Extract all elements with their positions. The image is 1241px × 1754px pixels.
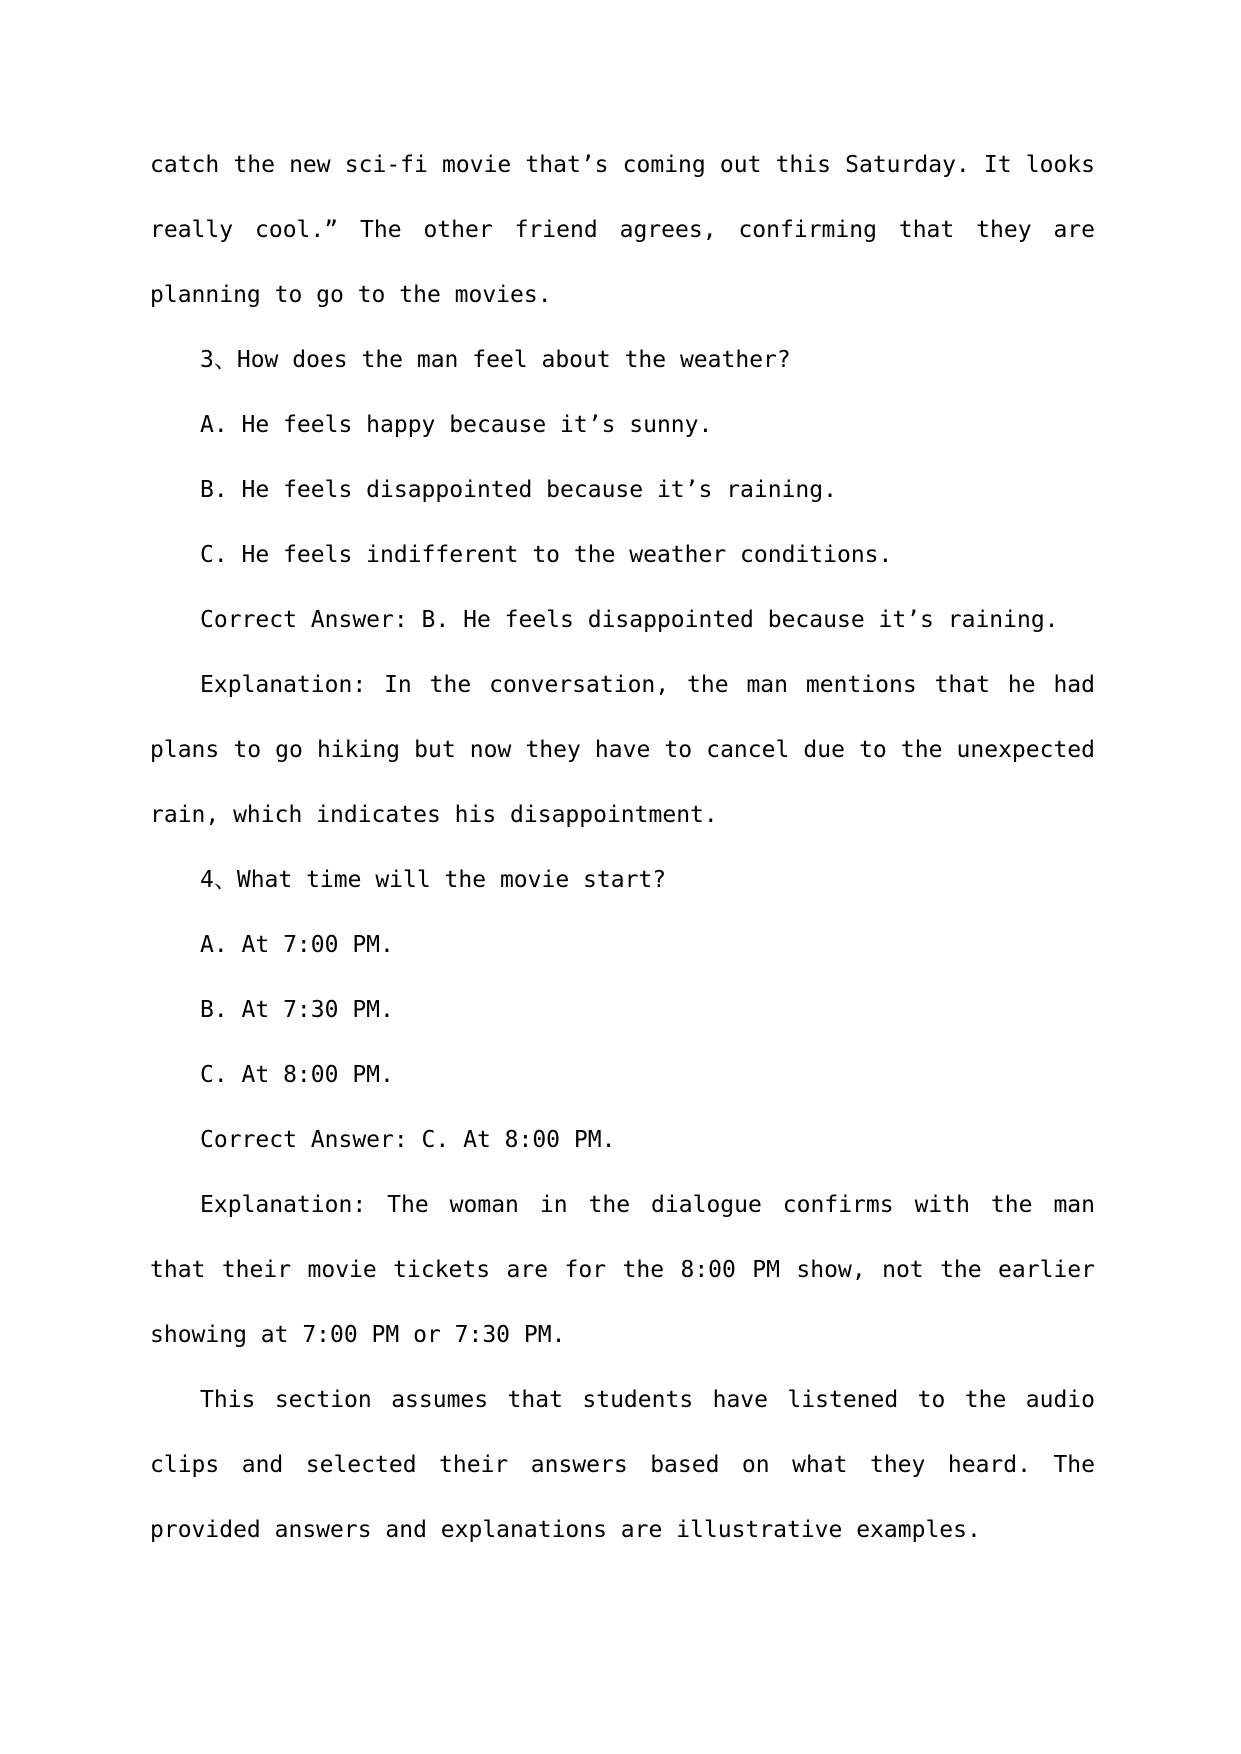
question-3-option-b: B. He feels disappointed because it’s raining. <box>200 477 837 503</box>
intro-continuation: catch the new sci-fi movie that’s coming out this Saturday. It looks really cool.” The other friend agrees, confirming that they are planning to go to the movies. <box>150 152 1095 308</box>
question-3-explanation: Explanation: In the conversation, the man mentions that he had plans to go hiking but now they have to cancel due to the unexpected rain, which indicates his disappointment. <box>150 672 1095 828</box>
question-4-option-c: C. At 8:00 PM. <box>200 1062 394 1088</box>
question-3-option-a: A. He feels happy because it’s sunny. <box>200 412 713 438</box>
question-4-option-a: A. At 7:00 PM. <box>200 932 394 958</box>
document-page <box>150 133 1095 1563</box>
closing-note: This section assumes that students have listened to the audio clips and selected their answers based on what they heard. The provided answers and explanations are illustrative examples. <box>150 1387 1095 1543</box>
question-4-correct-answer: Correct Answer: C. At 8:00 PM. <box>200 1127 616 1153</box>
question-3-option-c: C. He feels indifferent to the weather conditions. <box>200 542 893 568</box>
question-3-correct-answer: Correct Answer: B. He feels disappointed because it’s raining. <box>200 607 1059 633</box>
question-4-explanation: Explanation: The woman in the dialogue confirms with the man that their movie tickets are for the 8:00 PM show, not the earlier showing at 7:00 PM or 7:30 PM. <box>150 1192 1095 1348</box>
question-3: 3、How does the man feel about the weather? <box>200 347 791 373</box>
question-4: 4、What time will the movie start? <box>200 867 667 893</box>
question-4-option-b: B. At 7:30 PM. <box>200 997 394 1023</box>
